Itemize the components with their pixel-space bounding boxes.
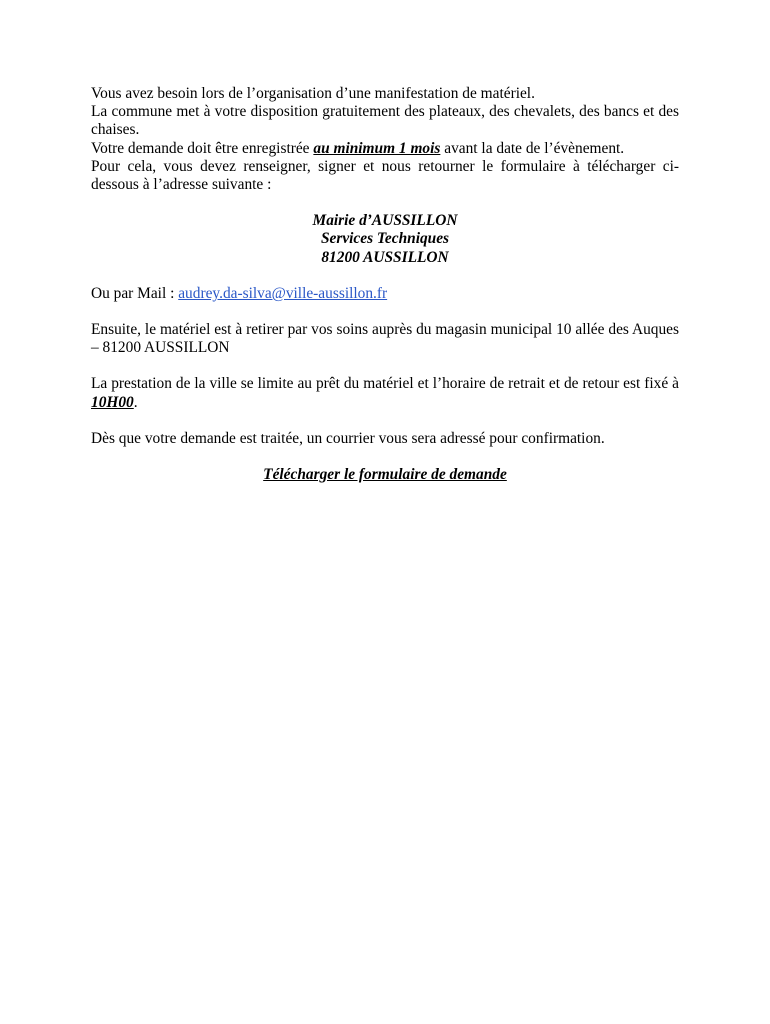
intro-line-2: La commune met à votre disposition gratuitement des plateaux, des chevalets, des bancs et des chaises. [91,103,679,139]
mail-line [91,285,679,303]
address-line-2: Services Techniques [320,230,450,248]
spacer [91,357,679,375]
spacer [91,303,679,321]
intro-line-3 [91,140,679,158]
schedule-time: 10H00 [91,393,134,411]
schedule-period: . [133,393,138,411]
email-link[interactable]: audrey.da-silva@ville-aussillon.fr [178,284,388,302]
deadline-text-post: avant la date de l’évènement. [444,139,625,157]
address-line-3: 81200 AUSSILLON [321,248,449,266]
download-form-link[interactable]: Télécharger le formulaire de demande [263,466,507,484]
schedule-paragraph [91,375,679,411]
deadline-emphasis: au minimum 1 mois [313,139,441,157]
mail-label: Ou par Mail : [91,284,175,302]
address-block [91,212,679,267]
spacer [91,412,679,430]
spacer [91,267,679,285]
spacer [91,194,679,212]
spacer [91,448,679,466]
intro-line-1: Vous avez besoin lors de l’organisation d’une manifestation de matériel. [91,85,535,102]
schedule-text: La prestation de la ville se limite au prêt du matériel et l’horaire de retrait et de retour est fixé à [91,375,679,393]
document-body [91,85,679,484]
address-line-1: Mairie d’AUSSILLON [312,212,458,230]
intro-line-4: Pour cela, vous devez renseigner, signer et nous retourner le formulaire à télécharger ci-dessous à l’adresse suivante : [91,157,679,194]
confirmation-paragraph: Dès que votre demande est traitée, un courrier vous sera adressé pour confirmation. [91,429,605,447]
pickup-paragraph: Ensuite, le matériel est à retirer par vos soins auprès du magasin municipal 10 allée des Auques – 81200 AUSSILLON [91,321,679,357]
deadline-text-pre: Votre demande doit être enregistrée [91,139,310,157]
download-form-link-container [91,466,679,484]
